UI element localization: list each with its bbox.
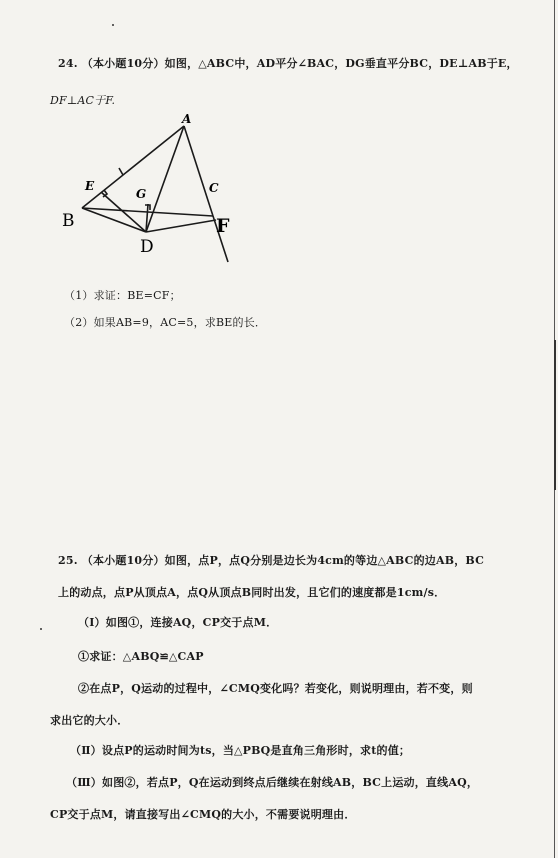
segment-DF (146, 220, 216, 232)
label-G: G (136, 187, 147, 201)
q24-header: 24. （本小题10分）如图，△ABC中，AD平分∠BAC，DG垂直平分BC，DE⊥AB于E， (58, 57, 518, 70)
label-B-handwritten: B (62, 211, 75, 231)
q25-line7: （Ⅱ）设点P的运动时间为ts，当△PBQ是直角三角形时，求t的值； (70, 744, 411, 757)
q25-line2: 上的动点，点P从顶点A，点Q从顶点B同时出发，且它们的速度都是1cm/s． (58, 586, 446, 599)
label-C: C (209, 181, 219, 195)
segment-AC (184, 126, 213, 216)
q25-line5: ②在点P，Q运动的过程中，∠CMQ变化吗？若变化，则说明理由，若不变，则 (78, 682, 473, 695)
q25-line8: （Ⅲ）如图②，若点P，Q在运动到终点后继续在射线AB，BC上运动，直线AQ， (66, 776, 479, 789)
q25-line4: ①求证：△ABQ≌△CAP (78, 650, 204, 663)
label-D-handwritten: D (140, 237, 154, 257)
label-A: A (182, 112, 192, 126)
q24-part2: （2）如果AB=9，AC=5，求BE的长． (64, 316, 267, 329)
q25-line6: 求出它的大小． (50, 714, 129, 727)
q25-line3: （Ⅰ）如图①，连接AQ，CP交于点M． (78, 616, 278, 629)
tick-mark (119, 168, 123, 175)
q24-part1: （1）求证：BE=CF； (64, 289, 181, 302)
q25-line9: CP交于点M，请直接写出∠CMQ的大小，不需要说明理由． (50, 808, 356, 821)
q24-header-cont: DF⊥AC于F. (50, 94, 116, 107)
page-edge-shadow (554, 340, 556, 490)
label-E: E (85, 179, 95, 193)
label-F-handwritten: F (216, 215, 230, 237)
q25-line1: 25. （本小题10分）如图，点P，点Q分别是边长为4cm的等边△ABC的边AB，BC (58, 554, 485, 567)
